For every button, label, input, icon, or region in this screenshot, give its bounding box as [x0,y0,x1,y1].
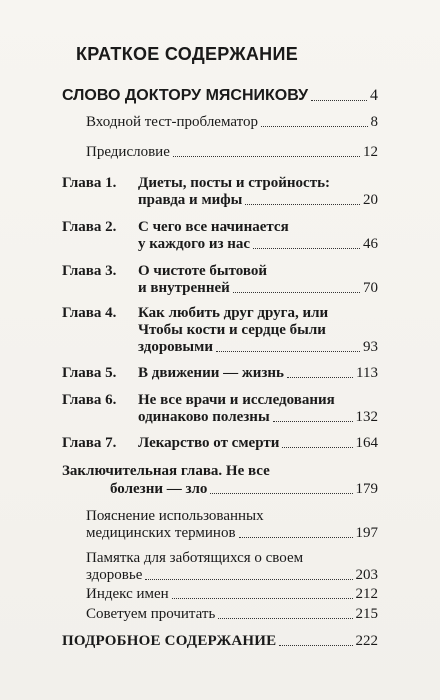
leader-dots [218,617,352,619]
toc-entry-title: Входной тест-проблематор [86,114,258,130]
toc-entry-title: Индекс имен [86,586,169,602]
leader-dots [173,155,360,157]
toc-entry-page: 4 [370,87,378,104]
entry-title-line-2: медицинских терминов [86,525,236,541]
leader-dots [273,420,353,422]
leader-dots [145,578,352,580]
leader-dots [245,203,360,205]
toc-entry-page: 164 [355,435,378,451]
chapter-title-line-3: здоровыми [138,339,213,355]
chapter-title-row [138,365,378,382]
toc-entry-page: 93 [363,339,378,355]
chapter-title-row [138,236,378,253]
chapter-title-row [138,435,378,452]
toc-entry-recommended-reading [86,606,378,623]
toc-entry-page: 20 [363,192,378,208]
toc-entry-title: ПОДРОБНОЕ СОДЕРЖАНИЕ [62,633,277,649]
toc-entry-preface [86,144,378,161]
chapter-title-line-1: Лекарство от смерти [138,435,280,451]
leader-dots [239,536,353,538]
leader-dots [279,644,352,646]
entry-title-row [86,525,378,542]
toc-entry-detailed-contents [62,633,378,650]
leader-dots [287,376,353,378]
chapter-title-line-1: В движении — жизнь [138,365,284,381]
chapter-title-row [110,481,378,498]
leader-dots [210,492,352,494]
chapter-number: Глава 6. [62,392,117,408]
leader-dots [261,125,368,127]
chapter-title-row [138,192,378,209]
leader-dots [216,350,360,352]
chapter-title-row [138,339,378,356]
chapter-title-line-2: Чтобы кости и сердце были [138,322,326,338]
chapter-title-line-1: Как любить друг друга, или [138,305,329,321]
chapter-number: Глава 3. [62,263,117,279]
toc-entry-page: 179 [355,481,378,497]
chapter-number: Глава 4. [62,305,117,321]
toc-entry-title: Советуем прочитать [86,606,216,622]
chapter-title-row [138,409,378,426]
entry-title-row [86,567,378,584]
leader-dots [172,597,353,599]
leader-dots [311,99,367,101]
toc-entry-name-index [86,586,378,603]
chapter-title-line-2: одинаково полезны [138,409,270,425]
chapter-title-line-2: у каждого из нас [138,236,251,252]
leader-dots [253,247,360,249]
leader-dots [233,291,360,293]
toc-entry-entrance-test [86,114,378,131]
toc-entry-page: 203 [355,567,378,583]
chapter-title-line-1: Диеты, посты и стройность: [138,175,331,191]
chapter-title-line-2: правда и мифы [138,192,243,208]
toc-entry-page: 132 [355,409,378,425]
toc-entry-page: 212 [355,586,378,602]
entry-title-line-2: здоровье [86,567,143,583]
chapter-title-row [138,280,378,297]
chapter-title-line-1: О чистоте бытовой [138,263,268,279]
toc-entry-title: СЛОВО ДОКТОРУ МЯСНИКОВУ [62,87,309,104]
chapter-number: Глава 2. [62,219,117,235]
toc-entry-page: 70 [363,280,378,296]
chapter-title-line-1: С чего все начинается [138,219,289,235]
toc-entry-page: 215 [355,606,378,622]
toc-entry-page: 12 [363,144,378,160]
entry-title-line-1: Памятка для заботящихся о своем [86,550,304,566]
toc-heading: КРАТКОЕ СОДЕРЖАНИЕ [76,44,299,64]
chapter-number: Глава 1. [62,175,117,191]
toc-entry-page: 113 [356,365,378,381]
chapter-title-line-1: Не все врачи и исследования [138,392,335,408]
toc-entry-title: Предисловие [86,144,170,160]
toc-entry-page: 46 [363,236,378,252]
chapter-number: Глава 5. [62,365,117,381]
chapter-title-line-2: болезни — зло [110,481,208,497]
chapter-number: Глава 7. [62,435,117,451]
chapter-title-line-1: Заключительная глава. Не все [62,463,270,479]
chapter-title-line-2: и внутренней [138,280,230,296]
toc-entry-foreword-doctor [62,87,378,105]
toc-entry-page: 222 [355,633,378,649]
toc-entry-page: 8 [370,114,378,130]
entry-title-line-1: Пояснение использованных [86,508,264,524]
toc-entry-page: 197 [355,525,378,541]
leader-dots [282,446,352,448]
